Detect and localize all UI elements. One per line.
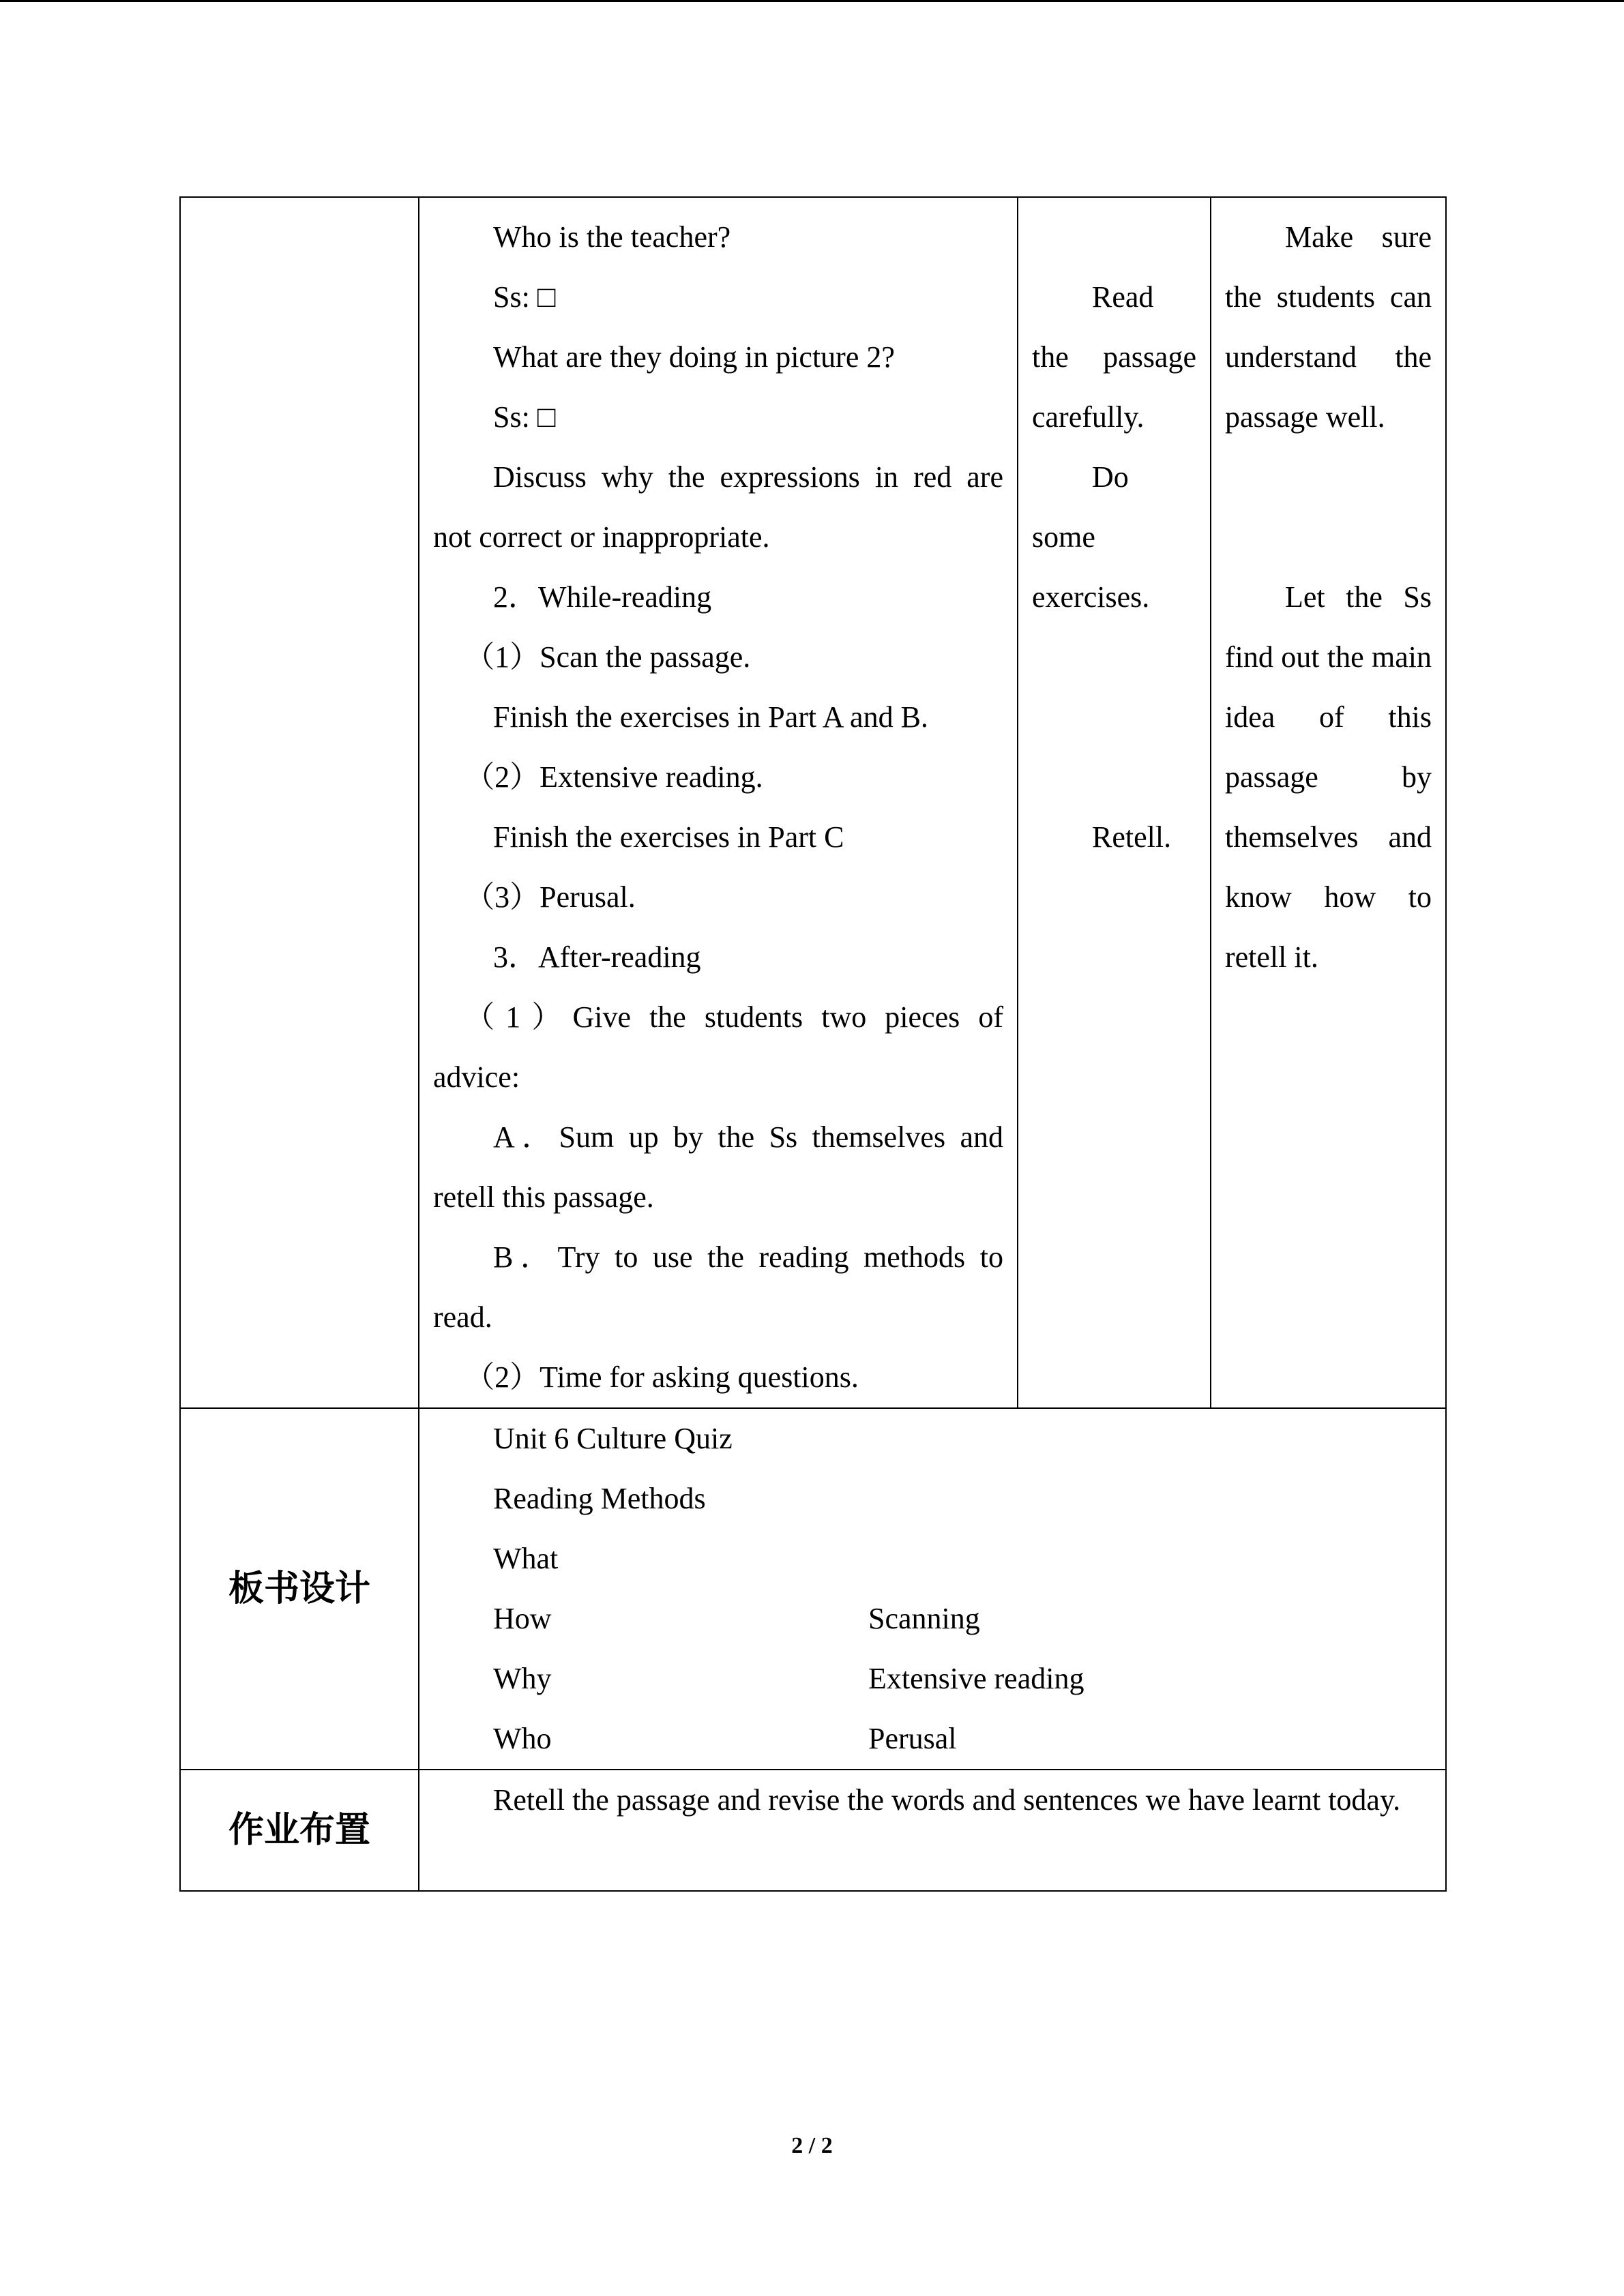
procedure-paragraph: （1）Give the students two pieces of advice:: [433, 1000, 1003, 1094]
activity-do-exercises: Do some exercises.: [1032, 460, 1150, 614]
spacer: [1225, 507, 1432, 567]
procedure-line: [433, 267, 1003, 327]
homework-row: [180, 1770, 1446, 1891]
step-heading: （2）Extensive reading.: [464, 760, 763, 794]
board-method: Scanning: [868, 1602, 980, 1635]
board-row: [433, 1649, 1432, 1709]
procedure-label-cell: [180, 197, 419, 1408]
step-heading: （2）Time for asking questions.: [464, 1360, 859, 1394]
spacer: [1032, 687, 1196, 747]
board-question: Why: [493, 1662, 552, 1695]
board-row: [433, 1709, 1432, 1769]
purpose-cell: [1211, 197, 1446, 1408]
procedure-line: Finish the exercises in Part A and B.: [493, 700, 928, 734]
lesson-plan-table: [179, 196, 1447, 1892]
procedure-line: Finish the exercises in Part C: [493, 820, 844, 854]
board-method: Perusal: [868, 1722, 957, 1755]
board-title: Unit 6 Culture Quiz: [493, 1422, 733, 1455]
procedure-line: Who is the teacher?: [493, 220, 731, 254]
homework-text: Retell the passage and revise the words and sentences we have learnt today.: [493, 1783, 1401, 1817]
spacer: [1225, 447, 1432, 507]
board-row: [433, 1529, 1432, 1589]
page-top-border: [0, 0, 1624, 2]
board-question: How: [493, 1602, 552, 1635]
procedure-paragraph: Discuss why the expressions in red are not correct or inappropriate.: [433, 460, 1003, 554]
purpose-make-sure: Make sure the students can understand the passage well.: [1225, 220, 1432, 434]
board-design-label: 板书设计: [180, 1408, 419, 1770]
step-heading: （3）Perusal.: [464, 880, 636, 914]
board-design-row: [180, 1408, 1446, 1770]
procedure-line: [433, 387, 1003, 447]
step-heading: （1）Scan the passage.: [464, 640, 751, 674]
board-row: [433, 1589, 1432, 1649]
procedure-paragraph: B．Try to use the reading methods to read.: [433, 1240, 1003, 1334]
activity-read-passage: Read the passage carefully.: [1032, 280, 1196, 434]
spacer: [1032, 627, 1196, 687]
board-question: Who: [493, 1722, 552, 1755]
spacer: [1032, 207, 1196, 267]
board-question: What: [493, 1542, 559, 1575]
student-activity-cell: [1018, 197, 1211, 1408]
section-heading: 2．While-reading: [493, 580, 712, 614]
procedure-line-text: Ss: □: [493, 280, 556, 314]
procedure-line-text: Ss: □: [493, 400, 556, 434]
board-subtitle: Reading Methods: [493, 1482, 706, 1515]
page-number: 2 / 2: [791, 2133, 833, 2158]
board-method: [868, 1529, 1432, 1589]
activity-retell: Retell.: [1092, 820, 1172, 854]
procedure-cell: [419, 197, 1018, 1408]
procedure-paragraph: A．Sum up by the Ss themselves and retell this passage.: [433, 1120, 1003, 1214]
homework-cell: [419, 1770, 1446, 1891]
board-design-cell: [419, 1408, 1446, 1770]
section-heading: 3．After-reading: [493, 940, 701, 974]
procedure-line: What are they doing in picture 2?: [493, 340, 895, 374]
spacer: [1032, 747, 1196, 807]
homework-label: 作业布置: [180, 1770, 419, 1891]
board-method: Extensive reading: [868, 1662, 1084, 1695]
procedure-row: [180, 197, 1446, 1408]
purpose-let-ss: Let the Ss find out the main idea of this passage by themselves and know how to retell it.: [1225, 580, 1432, 974]
